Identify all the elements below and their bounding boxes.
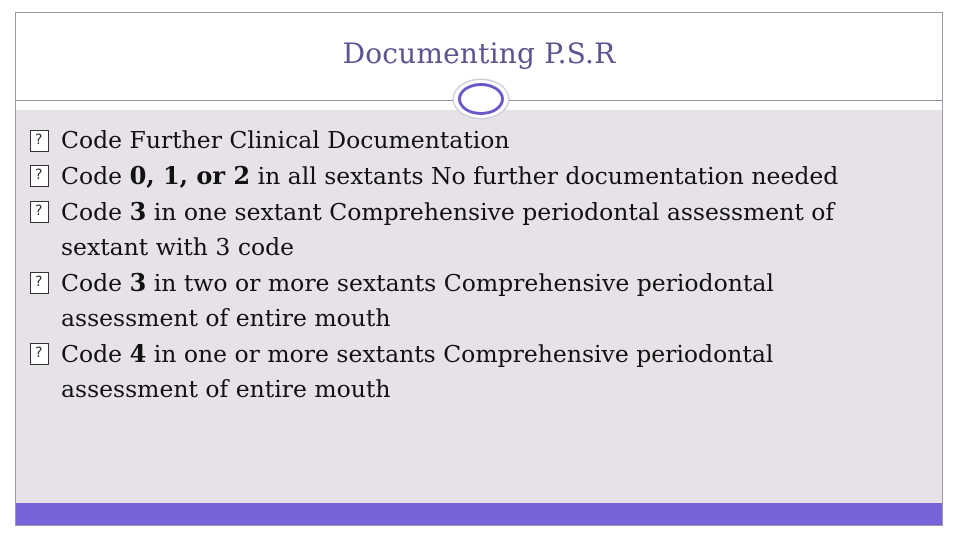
code-value: 3 [129,268,147,297]
bullet-prefix: Code [61,340,130,368]
code-value: 0, 1, or 2 [129,161,251,190]
bullet-continuation: sextant with 3 code [61,233,295,261]
missing-glyph-bullet-icon [30,272,49,294]
bullet-continuation: assessment of entire mouth [61,304,391,332]
missing-glyph-bullet-icon [30,165,49,187]
bullet-prefix: Code [61,198,130,226]
code-value: 3 [129,197,147,226]
bullet-suffix: in one sextant Comprehensive periodontal assessment of [146,198,835,226]
bullet-suffix: in all sextants No further documentation needed [250,162,839,190]
bullet-prefix: Code [61,162,130,190]
slide-title: Documenting P.S.R [342,37,616,70]
bullet-text: Code Further Clinical Documentation [61,126,510,154]
bullet-item [30,265,930,336]
bullet-item [30,123,930,158]
divider-ring-ornament [454,80,508,118]
bullet-item [30,336,930,407]
bullet-continuation: assessment of entire mouth [61,375,391,403]
bullet-item [30,194,930,265]
footer-accent-bar [16,503,942,525]
missing-glyph-bullet-icon [30,130,49,152]
bullet-suffix: in one or more sextants Comprehensive periodontal [146,340,774,368]
bullet-prefix: Code [61,269,130,297]
code-value: 4 [129,339,147,368]
bullet-suffix: in two or more sextants Comprehensive periodontal [146,269,774,297]
bullet-list [30,123,930,407]
missing-glyph-bullet-icon [30,201,49,223]
missing-glyph-bullet-icon [30,343,49,365]
bullet-item [30,158,930,194]
ring-circle-icon [458,83,504,115]
